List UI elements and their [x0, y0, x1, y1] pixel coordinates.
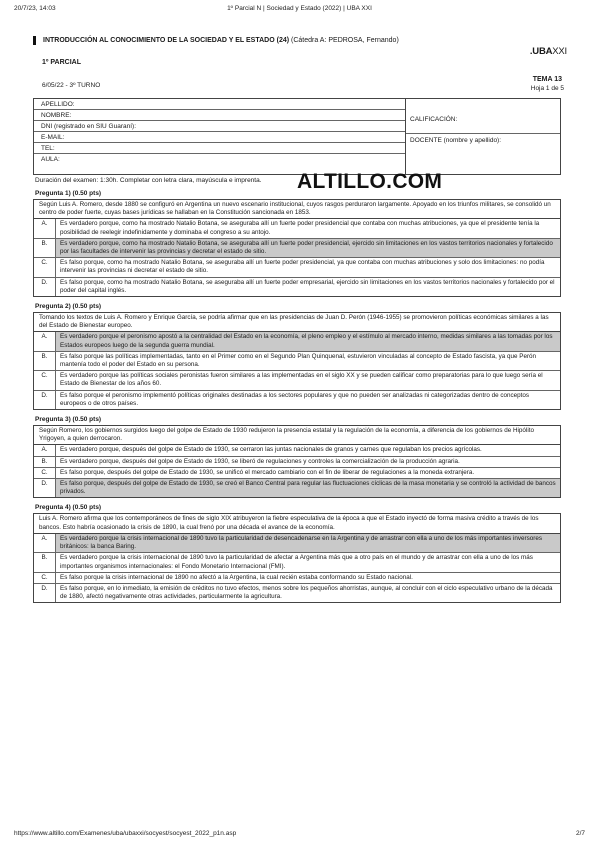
option-letter: B. — [34, 553, 56, 571]
browser-print-footer — [14, 830, 585, 840]
browser-print-header — [14, 5, 585, 15]
print-date: 20/7/23, 14:03 — [14, 5, 56, 12]
option-text: Es falso porque, después del golpe de Estado de 1930, se creó el Banco Central para regular las fluctuaciones cíclicas de la masa monetaria y se controló la actividad de bancos privados. — [56, 479, 560, 497]
question-label: Pregunta 2) (0.50 pts) — [35, 303, 102, 311]
question-4 — [33, 504, 561, 603]
field-aula: AULA: — [41, 156, 60, 163]
question-stem: Según Romero, los gobiernos surgidos luego del golpe de Estado de 1930 redujeron la presencia estatal y la regulación de la economía, a diferencia de los gobiernos de Hipólito Yrigoyen, a quien derrocaron. — [34, 426, 560, 445]
option-c — [34, 371, 560, 390]
altillo-watermark: ALTILLO.COM — [297, 170, 443, 193]
option-text: Es falso porque, como ha mostrado Natalio Botana, se aseguraba allí un fuerte poder presidencial, ya que contaba con muchas atribuciones y solo dos limitaciones: no podía intervenir las provincias ni decretar el estado de sitio. — [60, 259, 545, 275]
option-text: Es verdadero porque la crisis internacional de 1890 tuvo la particularidad de afectar a Argentina más que a otro país en el mundo y de arrastrar con ella a uno de los más importantes organismos internacionales: el Fondo Monetario Internacional (FMI). — [60, 554, 533, 570]
option-a — [34, 219, 560, 238]
option-text: Es verdadero porque, como ha mostrado Natalio Botana, se aseguraba allí un fuerte poder presidencial que contaba con muchas atribuciones, ya que el presidente tenía la posibilidad de reelegir indefinidamente y dominaba el congreso a su antojo. — [60, 220, 540, 236]
option-c — [34, 258, 560, 277]
question-stem: Tomando los textos de Luis A. Romero y Enrique García, se podría afirmar que en las presidencias de Juan D. Perón (1946-1955) se promovieron políticas económicas similares a las del Estado de Bienestar europeo. — [34, 313, 560, 332]
logo-xxi: XXI — [552, 46, 567, 57]
field-dni: DNI (registrado en SIU Guaraní): — [34, 121, 405, 132]
option-letter: C. — [34, 371, 56, 389]
field-apellido: APELLIDO: — [34, 99, 405, 110]
option-text: Es falso porque, como ha mostrado Natalio Botana, se aseguraba allí un fuerte poder empresarial, ejercido sin limitaciones en los vastos territorios nacionales y fortalecido por el poder del capital inglés. — [60, 278, 555, 294]
grading-divider — [406, 133, 560, 134]
question-stem: Según Luis A. Romero, desde 1880 se configuró en Argentina un nuevo escenario institucional, cuyos rasgos perduraron largamente. Apoyado en los triunfos militares, se consolidó un centro de poder fuerte, cuyas bases jurídicas se hallaban en la Constitución sancionada en 1853. — [34, 200, 560, 219]
option-text: Es verdadero porque, después del golpe de Estado de 1930, se liberó de regulaciones y controles la comercialización de la producción agraria. — [60, 457, 460, 465]
option-text: Es verdadero porque las políticas sociales peronistas fueron similares a las implementadas en el siglo XX y se pueden calificar como preparatorias para lo que luego sería el Estado de Bienestar de los años 60. — [60, 372, 543, 388]
option-text: Es falso porque el peronismo implementó políticas originales destinadas a los sectores populares y que no pueden ser analizadas ni categorizadas dentro de conceptos europeos o de otros países. — [60, 391, 530, 407]
grading-fields — [406, 99, 560, 174]
option-a-marked — [34, 534, 560, 553]
option-c — [34, 573, 560, 584]
option-b-marked — [34, 239, 560, 258]
question-label: Pregunta 1) (0.50 pts) — [35, 190, 102, 197]
option-text: Es falso porque la crisis internacional de 1890 no afectó a la Argentina, la cual recién estaba conformando su Estado nacional. — [60, 573, 413, 581]
option-text: Es verdadero porque, como ha mostrado Natalio Botana, se aseguraba allí un fuerte poder presidencial, ejercido sin limitaciones en los vastos territorios nacionales y fortalecido por las facultades de intervenir las provincias y decretar el estado de sitio. — [56, 239, 560, 257]
option-text: Es falso porque, en lo inmediato, la emisión de créditos no tuvo efectos, menos sobre los pequeños ahorristas, aunque, al concluir con el ciclo especulativo urbano de la década de 1880, afectó negativamente otras actividades, particularmente la agricultura. — [60, 584, 553, 601]
option-d-marked — [34, 479, 560, 497]
option-letter: B. — [34, 352, 56, 370]
option-d — [34, 584, 560, 602]
option-a — [34, 445, 560, 456]
option-text: Es verdadero porque, después del golpe de Estado de 1930, se cerraron las juntas nacionales de granos y carnes que regulaban los precios agrícolas. — [60, 446, 482, 454]
option-letter: D. — [34, 479, 56, 497]
option-text: Es verdadero porque la crisis internacional de 1890 tuvo la particularidad de desencadenarse en la Argentina y de arrastrar con ella a uno de los más importantes inversores británicos: la banca Baring. — [56, 534, 560, 552]
option-letter: D. — [34, 391, 56, 409]
question-1 — [33, 190, 561, 297]
option-letter: C. — [34, 468, 56, 478]
exam-title-catedra: (Cátedra A: PEDROSA, Fernando) — [289, 37, 399, 44]
option-text: Es verdadero porque el peronismo apostó a la centralidad del Estado en la economía, el pleno empleo y el estímulo al mercado interno, medidas similares a las tomadas por los Estados europeos luego de la segunda guerra mundial. — [56, 332, 560, 350]
student-info-table — [33, 98, 561, 175]
field-calificacion: CALIFICACIÓN: — [410, 116, 458, 123]
question-box — [33, 425, 561, 498]
option-letter: A. — [34, 534, 56, 552]
option-c — [34, 468, 560, 479]
question-box — [33, 312, 561, 410]
hoja-label: Hoja 1 de 5 — [530, 85, 564, 92]
tema-label: TEMA 13 — [532, 76, 562, 83]
option-d — [34, 278, 560, 296]
question-box — [33, 199, 561, 297]
question-3 — [33, 416, 561, 498]
option-letter: A. — [34, 332, 56, 350]
exam-header — [33, 36, 567, 94]
field-email: E-MAIL: — [34, 132, 405, 143]
question-box — [33, 513, 561, 603]
exam-duration-note: Duración del examen: 1:30h. Completar con letra clara, mayúscula e imprenta. — [35, 177, 262, 184]
option-letter: B. — [34, 239, 56, 257]
print-page-count: 2/7 — [575, 830, 585, 837]
option-b — [34, 553, 560, 572]
option-letter: A. — [34, 219, 56, 237]
student-fields — [34, 99, 406, 174]
exam-date-turno: 6/05/22 - 3º TURNO — [42, 82, 101, 89]
option-letter: B. — [34, 457, 56, 467]
source-url-link[interactable]: https://www.altillo.com/Examenes/uba/ubaxxi/socyest/socyest_2022_p1n.asp — [14, 830, 237, 837]
option-letter: D. — [34, 278, 56, 296]
question-2 — [33, 303, 561, 410]
question-label: Pregunta 3) (0.50 pts) — [35, 416, 102, 424]
question-stem: Luis A. Romero afirma que los contemporáneos de fines de siglo XIX atribuyeron la fiebre especulativa de la época a que el Estado inyectó de forma masiva crédito a través de los bancos. Esto habría ocasionado la crisis de 1890, la cual frenó por una década el avance de la economía. — [34, 514, 560, 533]
option-letter: D. — [34, 584, 56, 602]
exam-page — [33, 36, 567, 603]
exam-title — [33, 36, 453, 45]
uba-xxi-logo: .UBAXXI — [529, 46, 567, 57]
option-letter: A. — [34, 445, 56, 455]
logo-uba: UBA — [532, 46, 553, 57]
option-d — [34, 391, 560, 409]
field-nombre: NOMBRE: — [34, 110, 405, 121]
option-text: Es falso porque las políticas implementadas, tanto en el Primer como en el Segundo Plan Quinquenal, estuvieron vinculadas al concepto de Estado fascista, ya que Perón mantenía todo el poder del Estado en su persona. — [60, 352, 537, 369]
option-text: Es falso porque, después del golpe de Estado de 1930, se unificó el mercado cambiario con el fin de liberar de regulaciones a la moneda extranjera. — [60, 468, 475, 476]
option-b — [34, 352, 560, 371]
field-docente: DOCENTE (nombre y apellido): — [410, 137, 502, 144]
option-letter: C. — [34, 258, 56, 276]
option-a-marked — [34, 332, 560, 351]
question-label: Pregunta 4) (0.50 pts) — [35, 504, 102, 512]
parcial-label: 1º PARCIAL — [42, 59, 81, 66]
print-page-title: 1º Parcial N | Sociedad y Estado (2022) | UBA XXI — [227, 5, 372, 12]
option-letter: C. — [34, 573, 56, 583]
exam-title-bold: INTRODUCCIÓN AL CONOCIMIENTO DE LA SOCIEDAD Y EL ESTADO (24) — [43, 37, 290, 44]
field-tel: TEL: — [34, 143, 405, 154]
option-b — [34, 457, 560, 468]
